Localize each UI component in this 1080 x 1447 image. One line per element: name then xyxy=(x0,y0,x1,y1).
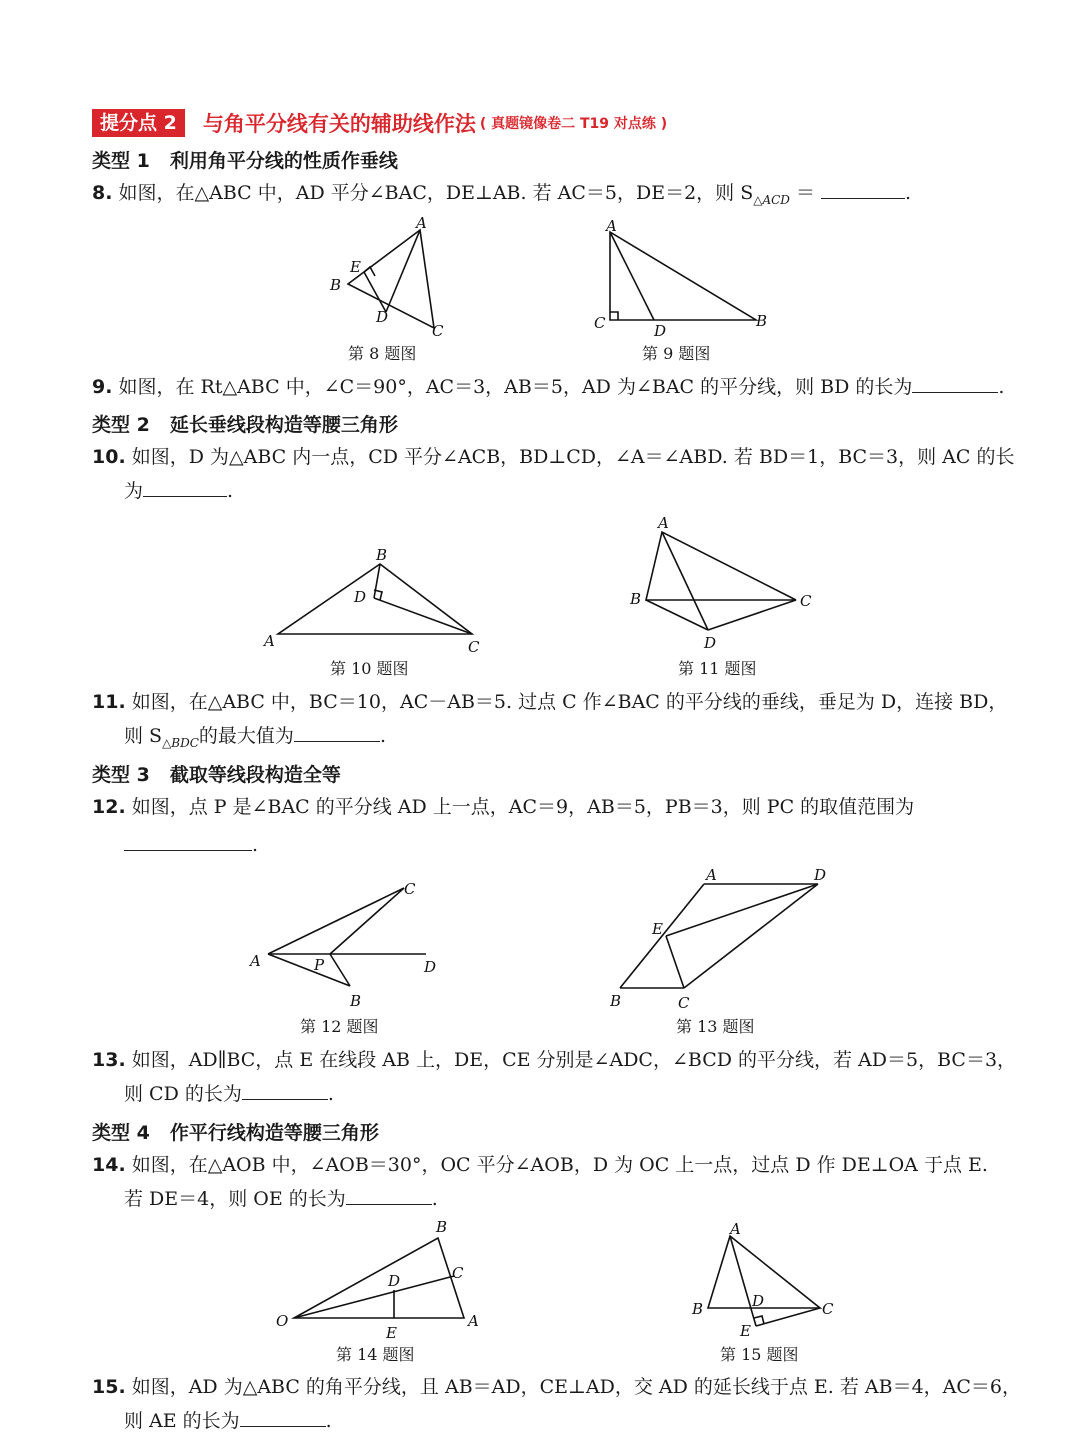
question-number: 11. xyxy=(92,691,126,713)
figure-12 xyxy=(246,874,456,1014)
question-number: 14. xyxy=(92,1154,126,1176)
caption-figure-14: 第 14 题图 xyxy=(336,1345,415,1364)
question-text: 如图，在 Rt△ABC 中，∠C＝90°，AC＝3，AB＝5，AD 为∠BAC 的平分线，则 BD 的长为 xyxy=(112,376,913,398)
question-text: 如图，D 为△ABC 内一点，CD 平分∠ACB，BD⊥CD，∠A＝∠ABD. 若 BD＝1，BC＝3，则 AC 的长 xyxy=(125,446,1015,468)
label-A: A xyxy=(730,1220,741,1238)
label-B: B xyxy=(436,1218,448,1236)
label-E: E xyxy=(740,1322,751,1340)
type-label: 类型 4 xyxy=(92,1122,150,1144)
caption-figure-12: 第 12 题图 xyxy=(300,1017,379,1036)
label-O: O xyxy=(276,1312,289,1330)
label-B: B xyxy=(692,1300,704,1318)
figure-10 xyxy=(260,540,490,658)
section-badge: 提分点 2 xyxy=(92,109,185,137)
question-number: 10. xyxy=(92,446,126,468)
question-number: 9. xyxy=(92,376,113,398)
question-14 xyxy=(92,1148,992,1182)
type-label: 类型 2 xyxy=(92,414,150,436)
question-text: 为 xyxy=(124,480,144,502)
question-subscript: △BDC xyxy=(162,735,199,750)
caption-figure-10: 第 10 题图 xyxy=(330,659,409,678)
type-heading-4 xyxy=(92,1118,379,1145)
question-text: 如图，AD 为△ABC 的角平分线，且 AB＝AD，CE⊥AD，交 AD 的延长线于点 E. 若 AB＝4，AC＝6， xyxy=(125,1376,1022,1398)
question-end: . xyxy=(379,725,386,747)
label-D: D xyxy=(704,634,717,652)
label-E: E xyxy=(652,920,663,938)
section-title: 与角平分线有关的辅助线作法 xyxy=(202,112,476,136)
type-title: 截取等线段构造全等 xyxy=(169,764,341,786)
caption-figure-13: 第 13 题图 xyxy=(676,1017,755,1036)
question-number: 12. xyxy=(92,796,126,818)
question-12-line2 xyxy=(124,828,258,862)
figure-11 xyxy=(622,512,822,658)
question-13-line2 xyxy=(124,1077,334,1111)
answer-blank[interactable] xyxy=(294,719,380,742)
figure-14 xyxy=(270,1216,490,1344)
question-text: 如图，在△ABC 中，AD 平分∠BAC，DE⊥AB. 若 AC＝5，DE＝2，则 S xyxy=(112,182,754,204)
question-9 xyxy=(92,370,1005,404)
figure-9-lines xyxy=(610,232,756,320)
label-C: C xyxy=(452,1264,464,1282)
type-title: 作平行线构造等腰三角形 xyxy=(169,1122,379,1144)
question-text-tail: ＝ xyxy=(789,182,815,204)
question-text: 如图，在△ABC 中，BC＝10，AC－AB＝5. 过点 C 作∠BAC 的平分线的垂线，垂足为 D，连接 BD， xyxy=(125,691,1008,713)
type-heading-3 xyxy=(92,760,341,787)
figure-15-lines xyxy=(708,1236,820,1326)
label-D: D xyxy=(814,866,827,884)
figure-15 xyxy=(686,1216,846,1344)
label-A: A xyxy=(416,214,427,232)
question-text: 如图，在△AOB 中，∠AOB＝30°，OC 平分∠AOB，D 为 OC 上一点，过点 D 作 DE⊥OA 于点 E. xyxy=(125,1154,988,1176)
question-15 xyxy=(92,1370,1022,1404)
type-label: 类型 1 xyxy=(92,150,150,172)
caption-figure-8: 第 8 题图 xyxy=(348,344,417,363)
question-text: 若 DE＝4，则 OE 的长为 xyxy=(124,1188,346,1210)
question-15-line2 xyxy=(124,1404,332,1438)
question-text: 则 S xyxy=(124,725,163,747)
question-text: 如图，AD∥BC，点 E 在线段 AB 上，DE，CE 分别是∠ADC，∠BCD 的平分线，若 AD＝5，BC＝3， xyxy=(125,1049,1017,1071)
question-text: 则 CD 的长为 xyxy=(124,1083,242,1105)
label-C: C xyxy=(468,638,480,656)
answer-blank[interactable] xyxy=(143,474,227,497)
figure-8 xyxy=(320,212,460,342)
question-8 xyxy=(92,176,992,217)
question-text: 则 AE 的长为 xyxy=(124,1410,240,1432)
label-B: B xyxy=(376,546,388,564)
label-C: C xyxy=(404,880,416,898)
caption-figure-11: 第 11 题图 xyxy=(678,659,757,678)
figure-13 xyxy=(600,864,840,1014)
caption-figure-15: 第 15 题图 xyxy=(720,1345,799,1364)
answer-blank[interactable] xyxy=(124,828,252,851)
label-B: B xyxy=(630,590,642,608)
answer-blank[interactable] xyxy=(821,176,905,199)
question-number: 13. xyxy=(92,1049,126,1071)
answer-blank[interactable] xyxy=(242,1077,328,1100)
label-D: D xyxy=(424,958,437,976)
figure-9 xyxy=(588,218,778,338)
figure-12-lines xyxy=(268,888,426,986)
question-end: . xyxy=(998,376,1005,398)
label-C: C xyxy=(800,592,812,610)
section-header xyxy=(92,108,667,138)
question-10 xyxy=(92,440,1015,474)
label-C: C xyxy=(594,314,606,332)
question-text: 的最大值为 xyxy=(198,725,294,747)
label-C: C xyxy=(822,1300,834,1318)
question-12 xyxy=(92,790,992,824)
question-end: . xyxy=(252,834,259,856)
question-end: . xyxy=(325,1410,332,1432)
type-title: 延长垂线段构造等腰三角形 xyxy=(169,414,398,436)
figure-13-lines xyxy=(620,884,818,988)
label-B: B xyxy=(610,992,622,1010)
label-D: D xyxy=(752,1292,765,1310)
label-A: A xyxy=(658,514,669,532)
answer-blank[interactable] xyxy=(240,1404,326,1427)
question-text: 如图，点 P 是∠BAC 的平分线 AD 上一点，AC＝9，AB＝5，PB＝3，则 PC 的取值范围为 xyxy=(125,796,915,818)
label-D: D xyxy=(388,1272,401,1290)
label-E: E xyxy=(386,1324,397,1342)
question-number: 15. xyxy=(92,1376,126,1398)
question-11 xyxy=(92,685,1008,719)
label-A: A xyxy=(468,1312,479,1330)
figure-14-lines xyxy=(294,1238,464,1318)
label-E: E xyxy=(350,258,361,276)
figure-10-lines xyxy=(278,564,472,634)
label-D: D xyxy=(376,308,389,326)
label-B: B xyxy=(756,312,768,330)
question-11-line2 xyxy=(124,719,386,760)
label-C: C xyxy=(678,994,690,1012)
label-P: P xyxy=(314,956,325,974)
type-heading-2 xyxy=(92,410,398,437)
question-end: . xyxy=(905,182,912,204)
question-13 xyxy=(92,1043,1017,1077)
label-D: D xyxy=(654,322,667,338)
type-label: 类型 3 xyxy=(92,764,150,786)
label-A: A xyxy=(706,866,717,884)
question-end: . xyxy=(431,1188,438,1210)
label-A: A xyxy=(606,218,617,235)
answer-blank[interactable] xyxy=(346,1182,432,1205)
question-number: 8. xyxy=(92,182,113,204)
type-title: 利用角平分线的性质作垂线 xyxy=(169,150,398,172)
caption-figure-9: 第 9 题图 xyxy=(642,344,711,363)
label-B: B xyxy=(330,276,342,294)
label-A: A xyxy=(264,632,275,650)
figure-8-lines xyxy=(348,230,434,328)
question-14-line2 xyxy=(124,1182,438,1216)
question-subscript: △ACD xyxy=(753,192,790,207)
answer-blank[interactable] xyxy=(912,370,998,393)
section-subtitle: ( 真题镜像卷二 T19 对点练 ) xyxy=(479,116,668,132)
question-10-line2 xyxy=(124,474,233,508)
label-B: B xyxy=(350,992,362,1010)
question-end: . xyxy=(327,1083,334,1105)
type-heading-1 xyxy=(92,146,398,173)
label-D: D xyxy=(354,588,367,606)
figure-11-lines xyxy=(646,532,796,630)
question-end: . xyxy=(227,480,234,502)
label-A: A xyxy=(250,952,261,970)
label-C: C xyxy=(432,322,444,340)
